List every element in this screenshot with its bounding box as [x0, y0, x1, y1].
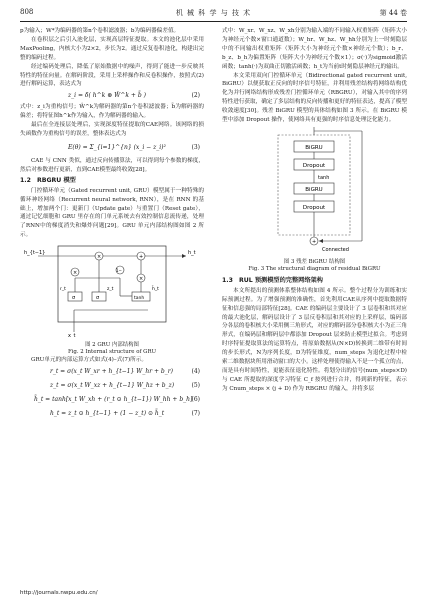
paragraph: 在卷积层之后引入池化层，实现高层特征提取。本文的池化层中采用 MaxPooling，内核大小为2×2，步长为2。通过反复卷积池化，构建出完整的编码过程。 [20, 36, 204, 61]
equation-4 [20, 365, 204, 379]
paragraph: 式中：W_xr、W_xz、W_xh分别为输入端的不同输入权重矩阵（矩阵大小为神经元个数×窗口通道数）；W_hr、W_hz、W_hh分别为上一时刻隐层中的不同输出权重矩阵（矩阵大小为神经元个数×神经元个数）；b_r、b_z、b_h为偏置矩阵（矩阵大小为神经元个数×1）；σ(·)为sigmoid激活函数；tanh(·)为双曲正切激活函数；h_t为当前t时刻隐层神经元的输出。 [222, 28, 407, 70]
fig3-label-bigru-2: BiGRU [305, 186, 323, 193]
fig3-label-bigru-1: BiGRU [305, 144, 323, 151]
residual-bigru-diagram [222, 125, 407, 255]
equation-2 [20, 89, 204, 103]
fig2-label-one-minus: 1− [116, 268, 122, 274]
equation-number: (6) [191, 395, 200, 403]
paragraph: 本文所提出的预测体系整体结构如图 4 所示。整个过程分为训练和实际预测过程。为了增强预测的准确性，首先利用CAE从序列中提取数据特征和信息强的局部特征[28]。CAE 的编码层主要设计了 3 层卷积和其对应的最大池化层，解码层设计了 3 层反卷积层和其对应的上采样层，编码部分各层的卷积核大小采用侧三角形式，对应的解码部分卷积核大小为正三角形式，在编码层和解码层中都添加 Dropout 层来防止模型过拟合。考虑到时序特征提取算法的运算特点，将原始数据从(N×D)转换到二维带有时间的步长形式，N为序列长度，D为特征维度，num_steps 为退化过程中检索二维数据块所用滑动窗口的大小。这样处理使得输入不是一个孤立的点，而是具有时间特性，更能表征退化特性。将划分出的信号(num_steps×D)与 CAE 所提取的深度学习特征 C_f 按列进行合并，得到新的特征，表示为 Cnum_steps × (j + D) 作为 RBGRU 的输入，并将多层 [222, 287, 407, 392]
figure-2-caption: 图 2 GRU 内部结构图 [85, 342, 139, 349]
header-rule [20, 21, 407, 22]
page-header [20, 8, 407, 20]
section-number: 1.2 [20, 176, 31, 184]
fig2-op-mul3: × [139, 276, 144, 283]
left-column [20, 27, 204, 421]
equation-number: (4) [191, 367, 200, 375]
figure-2 [20, 240, 204, 356]
paragraph: CAE 与 CNN 类似，通过反向传播算法，可以得到每个参数的梯度，然后对参数进行更新，直到CAE模型最终收敛[28]。 [20, 157, 204, 173]
right-column [222, 27, 407, 394]
equation-number: (3) [191, 143, 200, 151]
journal-title: 机 械 科 学 与 技 术 [175, 9, 252, 17]
equation-6 [20, 393, 204, 407]
equation-body: z_t = σ(x_t W_xz + h_{t−1} W_hz + b_z) [50, 381, 175, 389]
fig2-label-r: r_t [60, 287, 66, 293]
fig2-label-hprev: h_{t−1} [24, 250, 46, 257]
equation-5 [20, 379, 204, 393]
section-number: 1.3 [222, 276, 233, 284]
fig2-op-mul1: × [73, 270, 78, 277]
section-heading [222, 277, 407, 286]
fig2-label-tanh: tanh [134, 296, 145, 302]
figure-3-caption-en: Fig. 3 The structural diagram of residual BiGRU [248, 265, 381, 272]
section-title: RUL 预测模型的完整网络架构 [238, 276, 323, 284]
paragraph: 本文采用双向门控循环单元（Bidirectional gated recurrent unit, BiGRU）以便获取正反向的时序信号特征，并利用残差结构将网络结构优化为并行网络结构形成残差门控循环单元（RBGRU），对输入其中的序列特性进行获取，确定了多层结构的反向传播和更好的特征表达，提高了模型收敛速度[30]。残差 BiGRU 模型的具体结构如图 3 所示。在 BiGRU 模型中添加 Dropout 操作，使网络具有更强的时序信息处理泛化能力。 [222, 72, 407, 124]
equation-number: (5) [191, 381, 200, 389]
section-title: RBGRU 模型 [36, 176, 76, 184]
paragraph: 式中：z_i为重构信号；Ŵ^k为解码器的第n个卷积滤波器；b̃为解码器的偏差；将特征图h^k作为输入，作为解码器的输入。 [20, 104, 204, 120]
figure-3-caption: 图 3 残差 BiGRU 结构图 [283, 258, 346, 265]
equation-body: h_t = z_t ⊙ h_{t−1} + (1 − z_t) ⊙ h̃_t [50, 409, 165, 417]
gru-structure-diagram [20, 240, 204, 338]
paragraph: p为输入；W*为编码器的第n个卷积滤波器；b为编码器偏差值。 [20, 28, 180, 34]
equation-body: h̃_t = tanh[x_t W_xh + (r_t ⊙ h_{t−1}) W_hh + b_h] [34, 395, 193, 403]
paragraph: GRU单元的内部运算方式如式(4)–式(7)所示。 [31, 357, 147, 364]
paragraph: 经过编码处理后，降低了原始数据中的噪声，得到了能进一步反映其特性的特征向量。在解码阶段，采用上采样操作和反卷积操作，按照式(2)进行解码运算，表达式为 [20, 63, 204, 88]
fig2-op-add: + [139, 254, 144, 261]
fig2-op-mul2: × [97, 254, 102, 261]
fig3-label-tanh: tanh [318, 174, 330, 181]
svg-text:+: + [312, 238, 317, 245]
fig3-label-connected: Connected [322, 246, 349, 253]
equation-number: (7) [191, 409, 200, 417]
fig2-label-hcur: h_t [188, 250, 196, 257]
paragraph: 最后在全连接层处理后，实现深度特征提取的CAE网络。该网络的损失函数作为重构信号的误差，整体表达式为 [20, 122, 204, 138]
fig2-label-sigma2: σ [96, 295, 100, 302]
equation-3 [20, 139, 204, 157]
fig2-label-htilde: h̃_t [152, 287, 159, 293]
fig3-label-dropout-1: Dropout [302, 162, 326, 169]
equation-body: z_i = δ( h^k ⊛ Ŵ^k + b̃ ) [68, 92, 146, 100]
figure-3 [222, 125, 407, 273]
section-heading [20, 177, 204, 186]
equation-body: r_t = σ(x_t W_xr + h_{t−1} W_hr + b_r) [50, 367, 173, 375]
fig3-label-dropout-2: Dropout [302, 204, 326, 211]
fig2-label-z: z_t [107, 287, 114, 293]
footer-url: http://journals.nwpu.edu.cn/ [20, 590, 98, 596]
fig2-label-x: x_t [68, 333, 76, 339]
equation-number: (2) [191, 92, 200, 100]
volume-label: 第 44 卷 [379, 9, 407, 17]
page-number: 808 [20, 8, 34, 16]
equation-7 [20, 407, 204, 421]
paragraph: 门控循环单元（Gated recurrent unit, GRU）模型属于一种特殊的循环神经网络（Recurrent neural network, RNN），是在 RNN 的基础上，增加两个门：更新门（Update gate）与重置门（Reset gate），通过记忆细胞和 GRU 里存在的门单元系统去有效控制信息流传递，处理了RNN中的梯度消失和爆炸问题[29]。GRU 单元内部结构图如图 2 所示。 [20, 187, 204, 239]
equation-body: E(θ) = Σ_{i=1}^{n} (x_i − z_i)² [68, 143, 166, 151]
figure-2-caption-en: Fig. 2 Internal structure of GRU [67, 349, 157, 356]
fig2-label-sigma1: σ [72, 295, 76, 302]
